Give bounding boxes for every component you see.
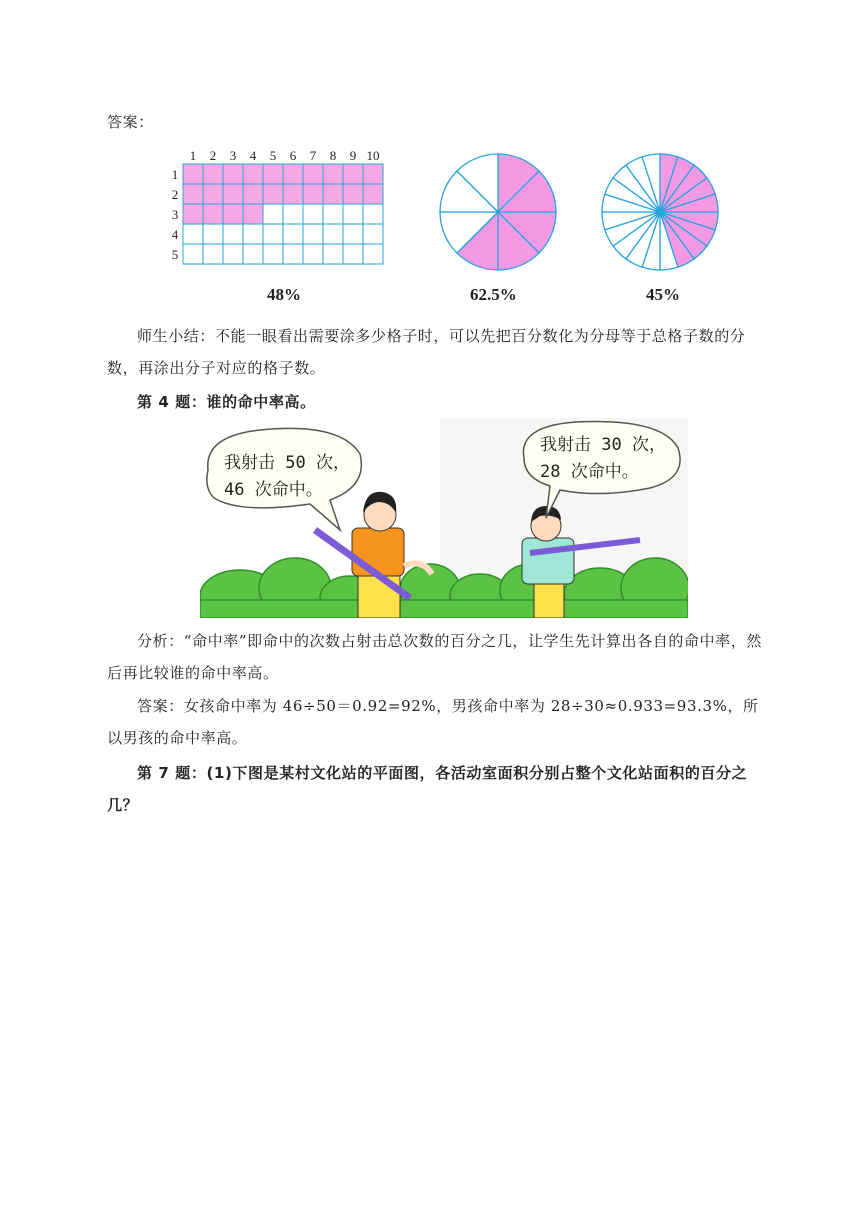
- grid-cell: [203, 244, 223, 264]
- pie-twentieths: [602, 154, 718, 270]
- grid-cell: [283, 224, 303, 244]
- grid-cell: [223, 164, 243, 184]
- grid-cell: [303, 204, 323, 224]
- grid-col-header: 2: [209, 148, 217, 163]
- question-4-title: 第 4 题：谁的命中率高。: [137, 393, 316, 411]
- grid-cell: [183, 184, 203, 204]
- grid-cell: [363, 244, 383, 264]
- grid-col-header: 8: [329, 148, 337, 163]
- grid-cell: [283, 164, 303, 184]
- grid-col-header: 5: [269, 148, 277, 163]
- grid-cell: [243, 224, 263, 244]
- grid-cell: [183, 244, 203, 264]
- grid-cell: [323, 164, 343, 184]
- grid-cell: [363, 204, 383, 224]
- grid-col-header: 3: [229, 148, 237, 163]
- hundred-grid: [172, 148, 383, 264]
- grid-cell: [183, 224, 203, 244]
- grid-cell: [223, 204, 243, 224]
- grid-cell: [283, 184, 303, 204]
- grid-cell: [303, 164, 323, 184]
- grid-cell: [283, 244, 303, 264]
- answer-figure: [160, 142, 720, 312]
- grid-cell: [243, 184, 263, 204]
- grid-cell: [343, 204, 363, 224]
- boy-bubble-line-1: 我射击 30 次，: [540, 435, 666, 455]
- grid-row-header: 4: [171, 227, 179, 242]
- grid-cell: [323, 244, 343, 264]
- grid-cell: [263, 184, 283, 204]
- grid-cell: [363, 224, 383, 244]
- grid-col-header: 4: [249, 148, 257, 163]
- grid-col-header: 6: [289, 148, 297, 163]
- grid-cell: [303, 184, 323, 204]
- grid-col-header: 7: [309, 148, 317, 163]
- grid-col-header: 9: [349, 148, 357, 163]
- answer-paragraph-2: 答案：女孩命中率为 46÷50＝0.92=92%，男孩命中率为 28÷30≈0.933=93.3%，所以男孩的命中率高。: [107, 697, 759, 747]
- grid-row-header: 1: [171, 167, 179, 182]
- grid-cell: [183, 164, 203, 184]
- grid-cell: [263, 204, 283, 224]
- boy-bubble-line-2: 28 次命中。: [540, 462, 639, 482]
- grid-cell: [263, 224, 283, 244]
- analysis-paragraph: 分析：“命中率”即命中的次数占射击总次数的百分之几，让学生先计算出各自的命中率，然后再比较谁的命中率高。: [107, 632, 762, 682]
- grid-cell: [243, 164, 263, 184]
- pie2-percent-label: 45%: [646, 285, 680, 304]
- grid-cell: [203, 184, 223, 204]
- grid-cell: [243, 204, 263, 224]
- grid-cell: [363, 164, 383, 184]
- grid-cell: [223, 244, 243, 264]
- grid-cell: [203, 204, 223, 224]
- grid-cell: [343, 224, 363, 244]
- grid-cell: [303, 244, 323, 264]
- grid-cell: [303, 224, 323, 244]
- grid-cell: [323, 204, 343, 224]
- grid-cell: [263, 244, 283, 264]
- grid-col-header: 10: [366, 148, 380, 163]
- grid-percent-label: 48%: [267, 285, 301, 304]
- grid-cell: [363, 184, 383, 204]
- grid-col-header: 1: [189, 148, 197, 163]
- grid-cell: [343, 244, 363, 264]
- grid-cell: [323, 184, 343, 204]
- boy-bubble-text: [540, 432, 666, 486]
- shooting-illustration: [200, 418, 688, 618]
- question-7-title: 第 7 题：(1)下图是某村文化站的平面图，各活动室面积分别占整个文化站面积的百分之几？: [107, 764, 748, 814]
- grid-cell: [263, 164, 283, 184]
- percent-diagrams: [160, 142, 720, 312]
- girl-bubble-line-2: 46 次命中。: [224, 480, 323, 500]
- grid-row-header: 2: [171, 187, 179, 202]
- answer-label-1: 答案：: [107, 113, 154, 131]
- grid-cell: [223, 224, 243, 244]
- girl-bubble-line-1: 我射击 50 次，: [224, 453, 350, 473]
- grid-cell: [223, 184, 243, 204]
- grid-cell: [203, 164, 223, 184]
- grid-row-header: 5: [171, 247, 179, 262]
- grid-cell: [283, 204, 303, 224]
- pie-eighths: [440, 154, 556, 270]
- grid-cell: [323, 224, 343, 244]
- grid-cell: [203, 224, 223, 244]
- grid-row-header: 3: [171, 207, 179, 222]
- girl-bubble-text: [224, 450, 350, 504]
- pie1-percent-label: 62.5%: [470, 285, 517, 304]
- grid-cell: [343, 184, 363, 204]
- grid-cell: [183, 204, 203, 224]
- summary-paragraph: 师生小结：不能一眼看出需要涂多少格子时，可以先把百分数化为分母等于总格子数的分数，再涂出分子对应的格子数。: [107, 327, 746, 377]
- grid-cell: [243, 244, 263, 264]
- grid-cell: [343, 164, 363, 184]
